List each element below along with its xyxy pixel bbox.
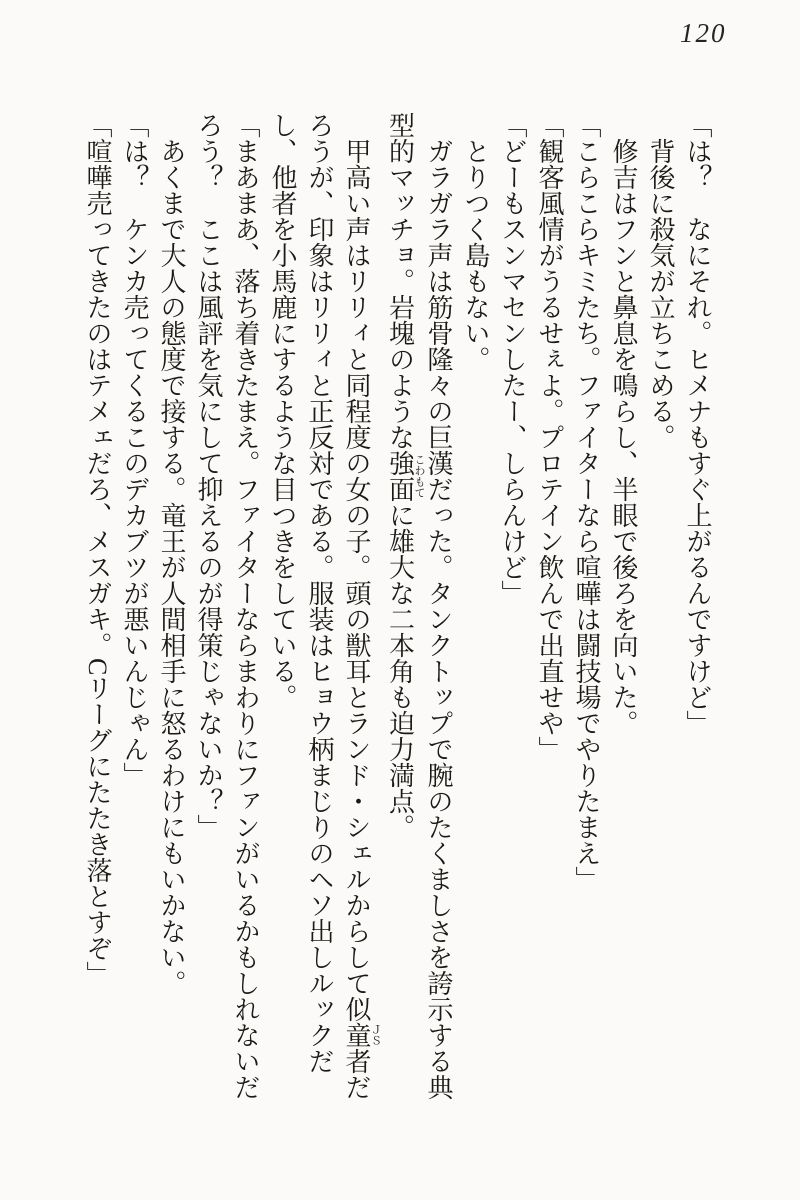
paragraph: 「は？ ケンカ売ってくるこのデカブツが悪いんじゃん」 — [120, 112, 149, 788]
paragraph: 「は？ なにそれ。ヒメナもすぐ上がるんですけど」 — [683, 112, 712, 736]
paragraph: 「まあまあ、落ち着きたまえ。ファイターならまわりにファンがいるかもしれないだろう？ ここは風評を気にして抑えるのが得策じゃないか？」 — [194, 112, 260, 1100]
paragraph: 背後に殺気が立ちこめる。 — [646, 138, 675, 450]
ruby-annotation: 似童者ＪＳ — [342, 996, 382, 1074]
paragraph: ガラガラ声は筋骨隆々の巨漢だった。タンクトップで腕のたくましさを誇示する典型的マッチョ。岩塊のような強面こわもてに雄大な二本角も迫力満点。 — [385, 112, 453, 1100]
paragraph: 甲高い声はリリィと同程度の女の子。頭の獣耳とランド・シェルからして似童者ＪＳだろうが、印象はリリィと正反対である。服装はヒョウ柄まじりのヘソ出しルックだし、他者を小馬鹿にするような目つきをしている。 — [268, 112, 382, 1100]
paragraph: とりつく島もない。 — [461, 138, 490, 372]
paragraph: 「どーもスンマセンしたー、しらんけど」 — [498, 112, 527, 606]
paragraph: 修吉はフンと鼻息を鳴らし、半眼で後ろを向いた。 — [609, 138, 638, 736]
paragraph: 「観客風情がうるせぇよ。プロテイン飲んで出直せや」 — [535, 112, 564, 762]
body-text — [79, 112, 716, 1102]
paragraph: 「喧嘩売ってきたのはテメェだろ、メスガキ。Cリーグにたたき落とすぞ」 — [83, 112, 112, 988]
paragraph: 「こらこらキミたち。ファイターなら喧嘩は闘技場でやりたまえ」 — [572, 112, 601, 892]
page-number: 120 — [680, 18, 727, 48]
paragraph: あくまで大人の態度で接する。竜王が人間相手に怒るわけにもいかない。 — [157, 138, 186, 996]
ruby-annotation: 強面こわもて — [385, 450, 425, 502]
